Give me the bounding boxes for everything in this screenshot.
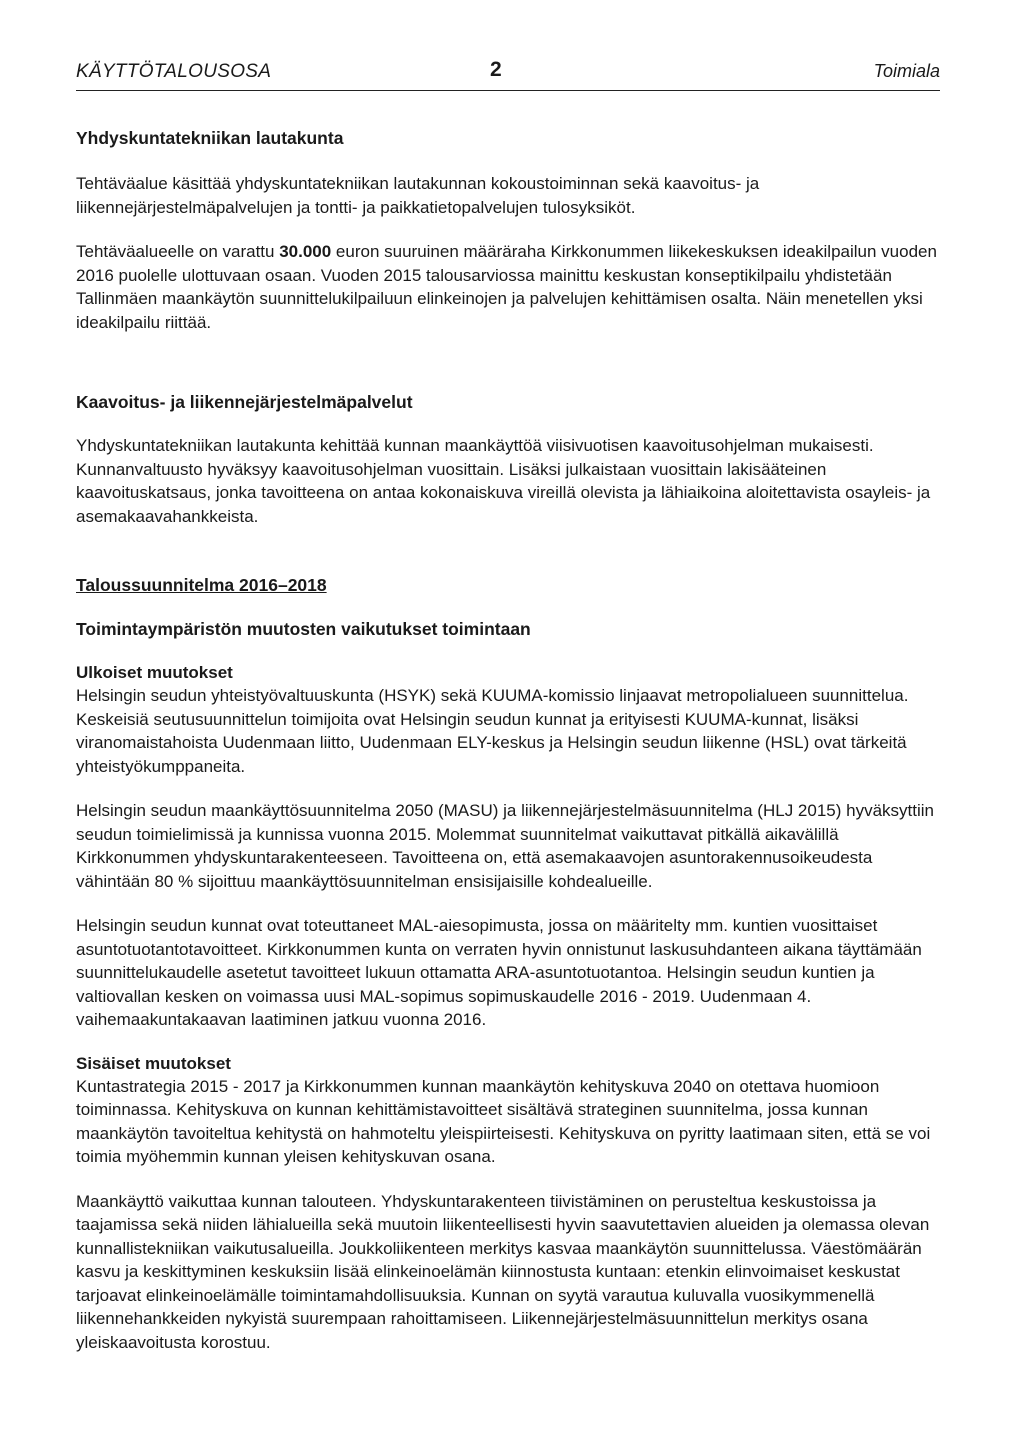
page-content: [76, 120, 944, 1354]
paragraph: Maankäyttö vaikuttaa kunnan talouteen. Yhdyskuntarakenteen tiivistäminen on perusteltua keskustoissa ja taajamissa sekä niiden lähialueilla sekä muutoin liikenteellisesti hyvin saavutettavien alueiden ja olemassa olevan kunnallistekniikan vaikutusalueilla. Joukkoliikenteen merkitys kasvaa maankäytön suunnittelussa. Väestömäärän kasvu ja keskittyminen keskuksiin lisää elinkeinoelämän kiinnostusta kuntaan: etenkin elinvoimaiset keskustat tarjoavat elinkeinoelämälle toimintamahdollisuuksia. Kunnan on syytä varautua kuluvalla vuosikymmenellä liikennehankkeiden nykyistä suurempaan rahoittamiseen. Liikennejärjestelmäsuunnittelun merkitys osana yleiskaavoitusta korostuu.: [76, 1191, 930, 1352]
text: euron suuruinen määräraha Kirkkonummen liikekeskuksen ideakilpailun vuoden 2016 puolelle ulottuvaan osaan. Vuoden 2015 talousarviossa mainittu keskustan konseptikilpailu yhdistetään Tallinmäen maankäytön suunnittelukilpailuun elinkeinojen ja palvelujen kehittämisen osalta. Näin menetellen yksi ideakilpailu riittää.: [76, 242, 937, 332]
subheading-sisaiset: Sisäiset muutokset: [76, 1053, 231, 1073]
paragraph: Helsingin seudun maankäyttösuunnitelma 2050 (MASU) ja liikennejärjestelmäsuunnitelma (HLJ 2015) hyväksyttiin seudun toimielimissä ja kunnissa vuonna 2015. Molemmat suunnitelmat vaikuttavat pitkällä aikavälillä Kirkkonummen yhdyskuntarakenteeseen. Tavoitteena on, että asemakaavojen asuntorakennusoikeudesta vähintään 80 % sijoittuu maankäyttösuunnitelman ensisijaisille kohdealueille.: [76, 801, 934, 891]
section-subtitle: Toimintaympäristön muutosten vaikutukset toimintaan: [76, 619, 531, 639]
header-category: Toimiala: [873, 61, 940, 81]
amount: 30.000: [279, 242, 332, 261]
header-section: KÄYTTÖTALOUSOSA: [76, 61, 272, 82]
paragraph: Kuntastrategia 2015 - 2017 ja Kirkkonummen kunnan maankäytön kehityskuva 2040 on otettava huomioon toiminnassa. Kehityskuva on kunnan kehittämistavoitteet sisältävä strateginen suunnitelma, jossa kunnan maankäytön tavoiteltua kehitystä on hahmoteltu yleispiirteisesti. Kehityskuva on pyritty laatimaan siten, että se voi toimia myöhemmin kunnan yleisen kehityskuvan osana.: [76, 1076, 931, 1166]
section-title-lautakunta: Yhdyskuntatekniikan lautakunta: [76, 128, 344, 148]
page-number: 2: [490, 58, 502, 81]
paragraph: Helsingin seudun yhteistyövaltuuskunta (HSYK) sekä KUUMA-komissio linjaavat metropolialueen suunnittelua. Keskeisiä seutusuunnittelun toimijoita ovat Helsingin seudun kunnat ja erityisesti KUUMA-kunnat, lisäksi viranomaistahoista Uudenmaan liitto, Uudenmaan ELY-keskus ja Helsingin seudun liikenne (HSL) ovat tärkeitä yhteistyökumppaneita.: [76, 686, 909, 776]
paragraph: Yhdyskuntatekniikan lautakunta kehittää kunnan maankäyttöä viisivuotisen kaavoitusohjelman mukaisesti. Kunnanvaltuusto hyväksyy kaavoitusohjelman vuosittain. Lisäksi julkaistaan vuosittain lakisääteinen kaavoituskatsaus, jonka tavoitteena on antaa kokonaiskuva vireillä olevista ja lähiaikoina aloitettavista osayleis- ja asemakaavahankkeista.: [76, 436, 931, 526]
section-title-kaavoitus: Kaavoitus- ja liikennejärjestelmäpalvelut: [76, 392, 413, 412]
paragraph-budget: [76, 240, 944, 334]
subheading-ulkoiset: Ulkoiset muutokset: [76, 663, 233, 682]
page-header: [76, 54, 940, 91]
text: Tehtäväalueelle on varattu: [76, 242, 280, 261]
section-title-taloussuunnitelma: Taloussuunnitelma 2016–2018: [76, 575, 327, 595]
paragraph: Helsingin seudun kunnat ovat toteuttaneet MAL-aiesopimusta, jossa on määritelty mm. kuntien vuosittaiset asuntotuotantotavoitteet. Kirkkonummen kunta on verraten hyvin onnistunut laskusuhdanteen aikana täyttämään suunnittelukaudelle asetetut tavoitteet lukuun ottamatta ARA-asuntotuotantoa. Helsingin seudun kuntien ja valtiovallan kesken on voimassa uusi MAL-sopimus sopimuskaudelle 2016 - 2019. Uudenmaan 4. vaihemaakuntakaavan laatiminen jatkuu vuonna 2016.: [76, 916, 922, 1029]
paragraph: Tehtäväalue käsittää yhdyskuntatekniikan lautakunnan kokoustoiminnan sekä kaavoitus- ja liikennejärjestelmäpalvelujen ja tontti- ja paikkatietopalvelujen tulosyksiköt.: [76, 174, 760, 217]
